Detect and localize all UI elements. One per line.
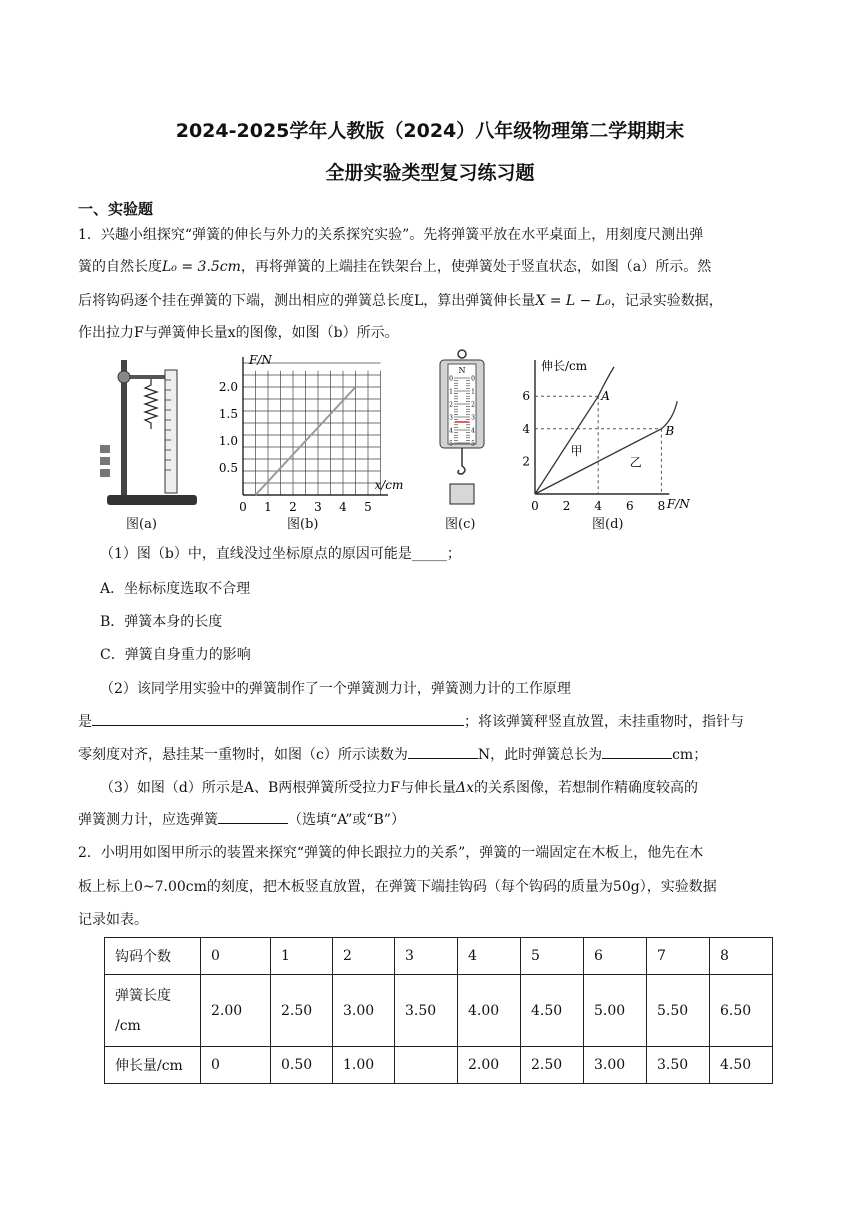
x-axis-label: x/cm [374,478,404,492]
x-axis-label: F/N [666,497,690,511]
table-row [105,975,773,1047]
series-yi-line [535,401,677,494]
x-tick-label: 0 [239,500,247,514]
x-tick-label: 1 [264,500,272,514]
x-tick-label: 6 [625,499,634,513]
table-cell: 0.50 [271,1047,333,1084]
table-cell: 3.50 [395,975,458,1047]
table-cell: 4 [458,938,521,975]
table-cell: 2.00 [201,975,271,1047]
table-cell: 1 [271,938,333,975]
table-cell: 5.50 [647,975,710,1047]
figure-d-caption: 图(d) [592,517,624,532]
option-a: A．坐标标度选取不合理 [100,581,251,597]
q2-line-2: 板上标上0~7.00cm的刻度，把木板竖直放置，在弹簧下端挂钩码（每个钩码的质量为50g），实验数据 [78,879,717,895]
y-axis-label: 伸长/cm [541,359,588,373]
series-jia-label: 甲 [570,443,583,458]
table-cell: 8 [710,938,773,975]
answer-blank-reading[interactable] [408,744,478,759]
q1-part2-line1: （2）该同学用实验中的弹簧制作了一个弹簧测力计，弹簧测力计的工作原理 [100,681,571,697]
scale-label: 3 [471,414,475,422]
figure-a-caption: 图(a) [126,517,157,532]
q1-part1: （1）图（b）中，直线没过坐标原点的原因可能是_____； [100,546,461,562]
q1-part2-line2: 是 ；将该弹簧秤竖直放置，未挂重物时，指针与 [78,711,744,732]
figure-d-chart [518,352,708,517]
table-cell: 6 [584,938,647,975]
q1-part3-line2: 弹簧测力计，应选弹簧 （选填“A”或“B”） [78,809,405,830]
table-cell: 6.50 [710,975,773,1047]
scale-label: 5 [449,440,453,448]
table-cell: 3.00 [333,975,395,1047]
y-tick-label: 4 [522,421,530,436]
title-line-2: 全册实验类型复习练习题 [325,162,535,184]
q1-line-3: 后将钩码逐个挂在弹簧的下端，测出相应的弹簧总长度L，算出弹簧伸长量X = L − L₀，记录实验数据， [78,293,723,309]
series-yi-label: 乙 [629,455,642,470]
table-cell: 钩码个数 [105,938,201,975]
figure-b-caption: 图(b) [287,517,319,532]
table-cell: 5.00 [584,975,647,1047]
scale-label: 2 [449,401,453,409]
scale-label: 0 [449,375,453,383]
section-heading: 一、实验题 [78,200,154,218]
table-cell [395,1047,458,1084]
option-b: B．弹簧本身的长度 [100,614,223,630]
answer-blank-length[interactable] [602,744,672,759]
table-cell: 3.00 [584,1047,647,1084]
table-cell: 4.50 [710,1047,773,1084]
y-tick-label: 2.0 [218,380,238,394]
x-tick-label: 4 [339,500,347,514]
table-cell: 2 [333,938,395,975]
table-cell: 0 [201,1047,271,1084]
y-tick-label: 1.5 [218,407,238,421]
figure-c-spring-scale [432,348,492,508]
option-c: C．弹簧自身重力的影响 [100,647,251,663]
scale-label: 2 [471,401,475,409]
scale-label: 1 [471,388,475,396]
scale-label: 5 [471,440,475,448]
scale-label: 0 [471,375,475,383]
q1-part3-line1: （3）如图（d）所示是A、B两根弹簧所受拉力F与伸长量Δx的关系图像，若想制作精确度较高的 [100,780,698,796]
table-cell: 2.00 [458,1047,521,1084]
q1-line-2: 簧的自然长度L₀ = 3.5cm，再将弹簧的上端挂在铁架台上，使弹簧处于竖直状态，如图（a）所示。然 [78,259,712,275]
y-tick-label: 2 [522,454,530,469]
table-cell: 5 [521,938,584,975]
answer-blank-spring[interactable] [218,809,288,824]
point-a-label: A [601,389,610,404]
y-axis-label: F/N [249,353,272,367]
y-tick-label: 1.0 [218,434,238,448]
figure-a-iron-stand [95,355,205,533]
table-cell: 伸长量/cm [105,1047,201,1084]
title-line-1: 2024-2025学年人教版（2024）八年级物理第二学期期末 [175,120,685,142]
table-cell: 2.50 [521,1047,584,1084]
point-b-label: B [665,423,675,438]
table-cell: 1.00 [333,1047,395,1084]
table-row [105,938,773,975]
scale-label: 4 [471,427,475,435]
x-tick-label: 2 [289,500,297,514]
table-cell: 4.00 [458,975,521,1047]
x-tick-label: 4 [594,499,603,513]
table-row [105,1047,773,1084]
answer-blank-principle[interactable] [92,711,464,726]
scale-top-label: N [458,366,466,375]
table-cell: 弹簧长度 /cm [105,975,201,1047]
scale-label: 3 [449,414,453,422]
table-cell: 7 [647,938,710,975]
x-tick-label: 5 [364,500,372,514]
figure-c-caption: 图(c) [445,517,476,532]
table-cell: 3 [395,938,458,975]
q1-part2-line3: 零刻度对齐，悬挂某一重物时，如图（c）所示读数为 N，此时弹簧总长为 cm； [78,744,707,765]
table-cell: 3.50 [647,1047,710,1084]
table-cell: 0 [201,938,271,975]
series-jia-line [535,367,614,494]
table-cell: 2.50 [271,975,333,1047]
q2-line-1: 2．小明用如图甲所示的装置来探究“弹簧的伸长跟拉力的关系”，弹簧的一端固定在木板上，他先在木 [78,845,704,861]
scale-label: 1 [449,388,453,396]
x-tick-label: 0 [531,499,539,513]
figure-b-chart [210,352,410,517]
q2-line-3: 记录如表。 [78,912,148,928]
data-table [104,937,773,1084]
table-cell: 4.50 [521,975,584,1047]
scale-label: 4 [449,427,453,435]
x-tick-label: 8 [657,499,666,513]
q1-line-1: 1．兴趣小组探究“弹簧的伸长与外力的关系探究实验”。先将弹簧平放在水平桌面上，用刻度尺测出弹 [78,227,704,243]
y-tick-label: 6 [522,389,530,404]
x-tick-label: 2 [562,499,571,513]
q1-line-4: 作出拉力F与弹簧伸长量x的图像，如图（b）所示。 [78,325,399,341]
x-tick-label: 3 [314,500,322,514]
y-tick-label: 0.5 [218,461,238,475]
